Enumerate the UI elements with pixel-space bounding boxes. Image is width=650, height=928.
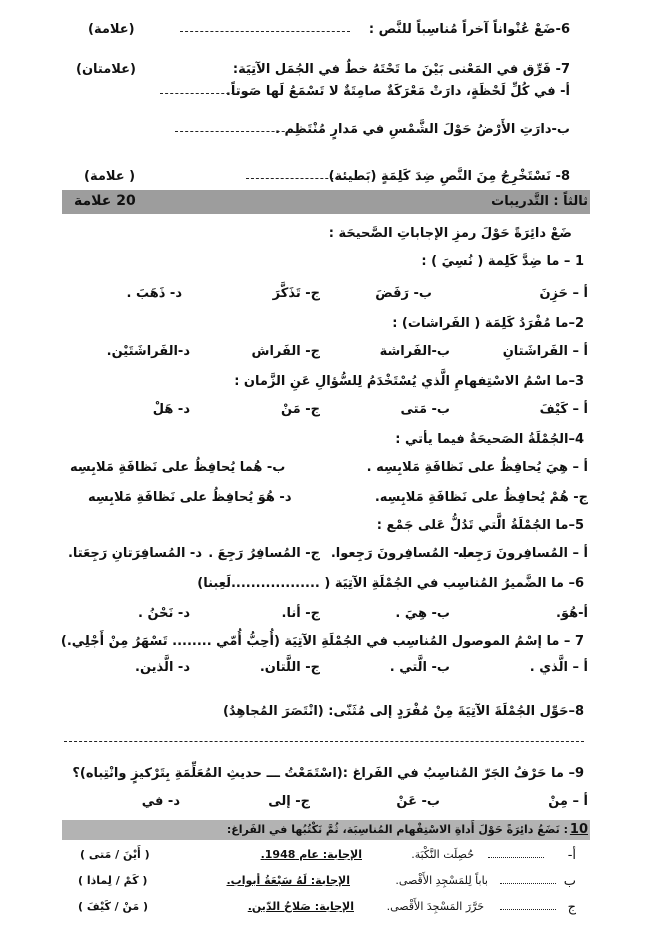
q10-row-b (0, 870, 650, 896)
q10-row-question: حَرَّرَ المَسْجِدَ الأَقْصى. (386, 900, 484, 913)
mcq-question-text: 2–ما مُفْرَدُ كَلِمَة ( الفَراشات) : (392, 316, 584, 331)
mcq-question-text: 5–ما الجُمْلَةُ الَّتي تَدُلُّ عَلى جَمْع : (376, 518, 584, 533)
mcq-question-text: 7 – ما إسْمُ الموصول المُناسِب في الجُمْلَةِ الآتِيَة (أُحِبُّ أُمّي ........ تَسْهَرُ مِنْ أَجْلِي.) (60, 634, 584, 649)
q7-a-text: أ- في كُلِّ لَحْظَةٍ، دارَتْ مَعْرَكَةٌ صامِتَةٌ لا تَسْمَعُ لَها صَوتاً. (225, 84, 570, 99)
mcq-1-question (0, 250, 650, 276)
q8-marks: ( علامة) (84, 169, 136, 184)
mcq-5-options (0, 542, 650, 568)
mcq-6-question (0, 572, 650, 598)
mcq-7-option-c[interactable]: ج- اللَّتان. (259, 660, 320, 675)
mcq-5-option-d[interactable]: د- المُسافِرَتانِ رَجِعَتا. (67, 546, 202, 561)
q10-row-letter: أ- (567, 848, 576, 863)
mcq-5-option-c[interactable]: ج- المُسافِرُ رَجِعَ . (208, 546, 320, 561)
q10-header (62, 820, 590, 840)
question-9 (0, 762, 650, 788)
instruction-text: ضَعْ دائِرَةً حَوْلَ رمزِ الإجاباتِ الصَّحيحَة : (328, 226, 572, 241)
mcq-question-text: 4–الجُمْلَةُ الصَحيحَةُ فيما يأتي : (395, 432, 584, 447)
q10-row-b-blank[interactable] (500, 883, 556, 884)
mcq-1-options (0, 282, 650, 308)
q10-row-c-blank[interactable] (500, 909, 556, 910)
mcq-2-question (0, 312, 650, 338)
q10-row-letter: ب (563, 874, 576, 889)
mcq-question-text: 6– ما الضَّميرُ المُناسِب في الجُمْلَةِ الآتِيَة ( ..................لَعِبنا) (197, 576, 584, 591)
q6-answer-line[interactable] (180, 31, 350, 32)
mcq-4-option-c[interactable]: ج- هُمْ يُحافِظُ على نَظافَةِ مَلابِسِه. (374, 490, 588, 505)
section-3-title: ثالثاً : التَّدريبات (491, 194, 588, 209)
q7-marks: (علامتان) (76, 62, 136, 77)
q9-text: 9– ما حَرْفُ الجَرّ المُناسِبُ في الفَراغ :(اسْتَمَعْتُ ـــ حديثِ المُعَلِّمَةِ بِتَرْكيزٍ وانْتِباه)؟ (72, 766, 584, 781)
mcq-6-option-b[interactable]: ب- هِيَ . (395, 606, 450, 621)
mcq-1-option-b[interactable]: ب- رَفَضَ (375, 286, 432, 301)
mcq-1-option-c[interactable]: ج- تَذَكَّرَ (272, 286, 320, 301)
mcq-7-options (0, 656, 650, 682)
mcq-7-question (0, 630, 650, 656)
mcq-4-question (0, 428, 650, 454)
question-8-transform (0, 700, 650, 726)
q10-row-question: باباً لِلمَسْجِدِ الأَقْصى. (395, 874, 488, 887)
mcq-4-options-row1 (0, 456, 650, 482)
q10-row-answer: الإجابة: لَهُ سَبْعَةُ أبواب. (226, 874, 350, 887)
mcq-2-option-c[interactable]: ج- الفَراش (251, 344, 320, 359)
q6-text: 6-ضَعْ عُنْواناً آخراً مُناسِباً للنَّص : (368, 22, 570, 37)
q10-row-options[interactable]: ( أَيْنَ / مَتى ) (80, 848, 150, 861)
mcq-question-text: 1 – ما ضِدَّ كَلِمة ( نُسِيَ ) : (421, 254, 584, 269)
mcq-question-text: 3–ما اسْمُ الاسْتِفهامِ الَّذي يُسْتَخْدَمُ لِلسُّؤالِ عَنِ الزَّمان : (234, 374, 584, 389)
q8t-answer (0, 728, 650, 754)
mcq-7-option-d[interactable]: د- الَّذين. (135, 660, 190, 675)
q8-answer-line[interactable] (246, 178, 358, 179)
mcq-1-option-a[interactable]: أ – حَزِنَ (539, 286, 588, 301)
q10-text: : نَضَعُ دائِرَةً حَوْلَ أَداةِ الاسْتِفْهام المُناسِبَة، ثُمَّ نَكْتُبُها في الفَراغ: (226, 823, 568, 836)
mcq-3-option-d[interactable]: د- هَلْ (152, 402, 190, 417)
q10-row-question: حُصِلَت النَّكْبَة. (411, 848, 474, 861)
mcq-4-option-b[interactable]: ب- هُما يُحافِظُ على نَظافَةِ مَلابِسِه (70, 460, 286, 475)
instruction (0, 222, 650, 248)
mcq-2-options (0, 340, 650, 366)
q8t-text: 8–حَوِّل الجُمْلَةَ الآتِيَةَ مِنْ مُفْرَدٍ إلى مُثَنّى: (انْتَصَرَ المُجاهِدُ) (222, 704, 584, 719)
mcq-5-option-a[interactable]: أ – المُسافِرونَ رَجِعا. (457, 546, 588, 561)
mcq-2-option-a[interactable]: أ – الفَراشَتانِ (502, 344, 588, 359)
q10-row-options[interactable]: ( مَنْ / كَيْفَ ) (78, 900, 149, 913)
mcq-4-option-d[interactable]: د- هُوَ يُحافِظُ على نَظافَةِ مَلابِسِه (88, 490, 292, 505)
q7-a-answer-line[interactable] (160, 93, 260, 94)
q9-options (0, 790, 650, 816)
q8t-answer-line[interactable] (64, 741, 584, 742)
q7-b-text: ب-دارَتِ الأَرْضُ حَوْلَ الشَّمْسِ في مَدارٍ مُنْتَظِم . (274, 122, 570, 137)
q10-row-letter: ج (567, 900, 576, 915)
mcq-4-options-row2 (0, 486, 650, 512)
mcq-5-option-b[interactable]: ب- المُسافِرونَ رَجِعوا. (330, 546, 472, 561)
q10-row-c (0, 896, 650, 922)
q10-row-a (0, 844, 650, 870)
question-8 (0, 165, 650, 191)
q10-row-options[interactable]: ( كَمْ / لِماذا ) (78, 874, 148, 887)
q9-option-d[interactable]: د- في (141, 794, 180, 809)
q7-part-b (0, 118, 650, 144)
q9-option-a[interactable]: أ – مِنْ (548, 794, 588, 809)
mcq-3-question (0, 370, 650, 396)
mcq-6-option-d[interactable]: د- نَحْنُ . (137, 606, 190, 621)
mcq-5-question (0, 514, 650, 540)
q7-part-a (0, 80, 650, 106)
mcq-7-option-b[interactable]: ب- الَّتي . (389, 660, 450, 675)
mcq-4-option-a[interactable]: أ – هِيَ يُحافِظُ على نَظافَةِ مَلابِسِه . (366, 460, 588, 475)
mcq-1-option-d[interactable]: د- ذَهَبَ . (126, 286, 182, 301)
q7-b-answer-line[interactable] (175, 131, 305, 132)
section-3-marks: 20 علامة (74, 193, 136, 209)
mcq-3-options (0, 398, 650, 424)
q10-row-answer: الإجابة: عام 1948. (260, 848, 362, 861)
q9-option-c[interactable]: ج- إلى (268, 794, 310, 809)
section-3-header (62, 190, 590, 214)
question-6 (0, 18, 650, 44)
mcq-7-option-a[interactable]: أ – الَّذي . (529, 660, 588, 675)
mcq-6-options (0, 602, 650, 628)
mcq-6-option-c[interactable]: ج- أنا. (281, 606, 320, 621)
q8-text: 8- نَسْتَخْرِجُ مِنَ النَّصِ ضِدَ كَلِمَةٍ (بَطيئة) (328, 169, 570, 184)
q6-marks: (علامة) (88, 22, 135, 37)
mcq-2-option-b[interactable]: ب-الفَراشة (379, 344, 450, 359)
q7-text: 7- فَرِّق في المَعْنى بَيْنَ ما تَحْتَهُ خطٌ في الجُمَل الآتِيَة: (232, 62, 570, 77)
q10-number: 10 (569, 822, 588, 837)
mcq-3-option-c[interactable]: ج- مَنْ (280, 402, 320, 417)
q9-option-b[interactable]: ب- عَنْ (396, 794, 440, 809)
mcq-2-option-d[interactable]: د-الفَراشَتَيْن. (106, 344, 190, 359)
mcq-3-option-b[interactable]: ب- مَتى (400, 402, 450, 417)
q10-row-a-blank[interactable] (488, 857, 544, 858)
mcq-3-option-a[interactable]: أ – كَيْفَ (539, 402, 588, 417)
mcq-6-option-a[interactable]: أ-هُوَ. (556, 606, 588, 621)
q10-row-answer: الإجابة: صَلاحُ الدّين. (247, 900, 354, 913)
